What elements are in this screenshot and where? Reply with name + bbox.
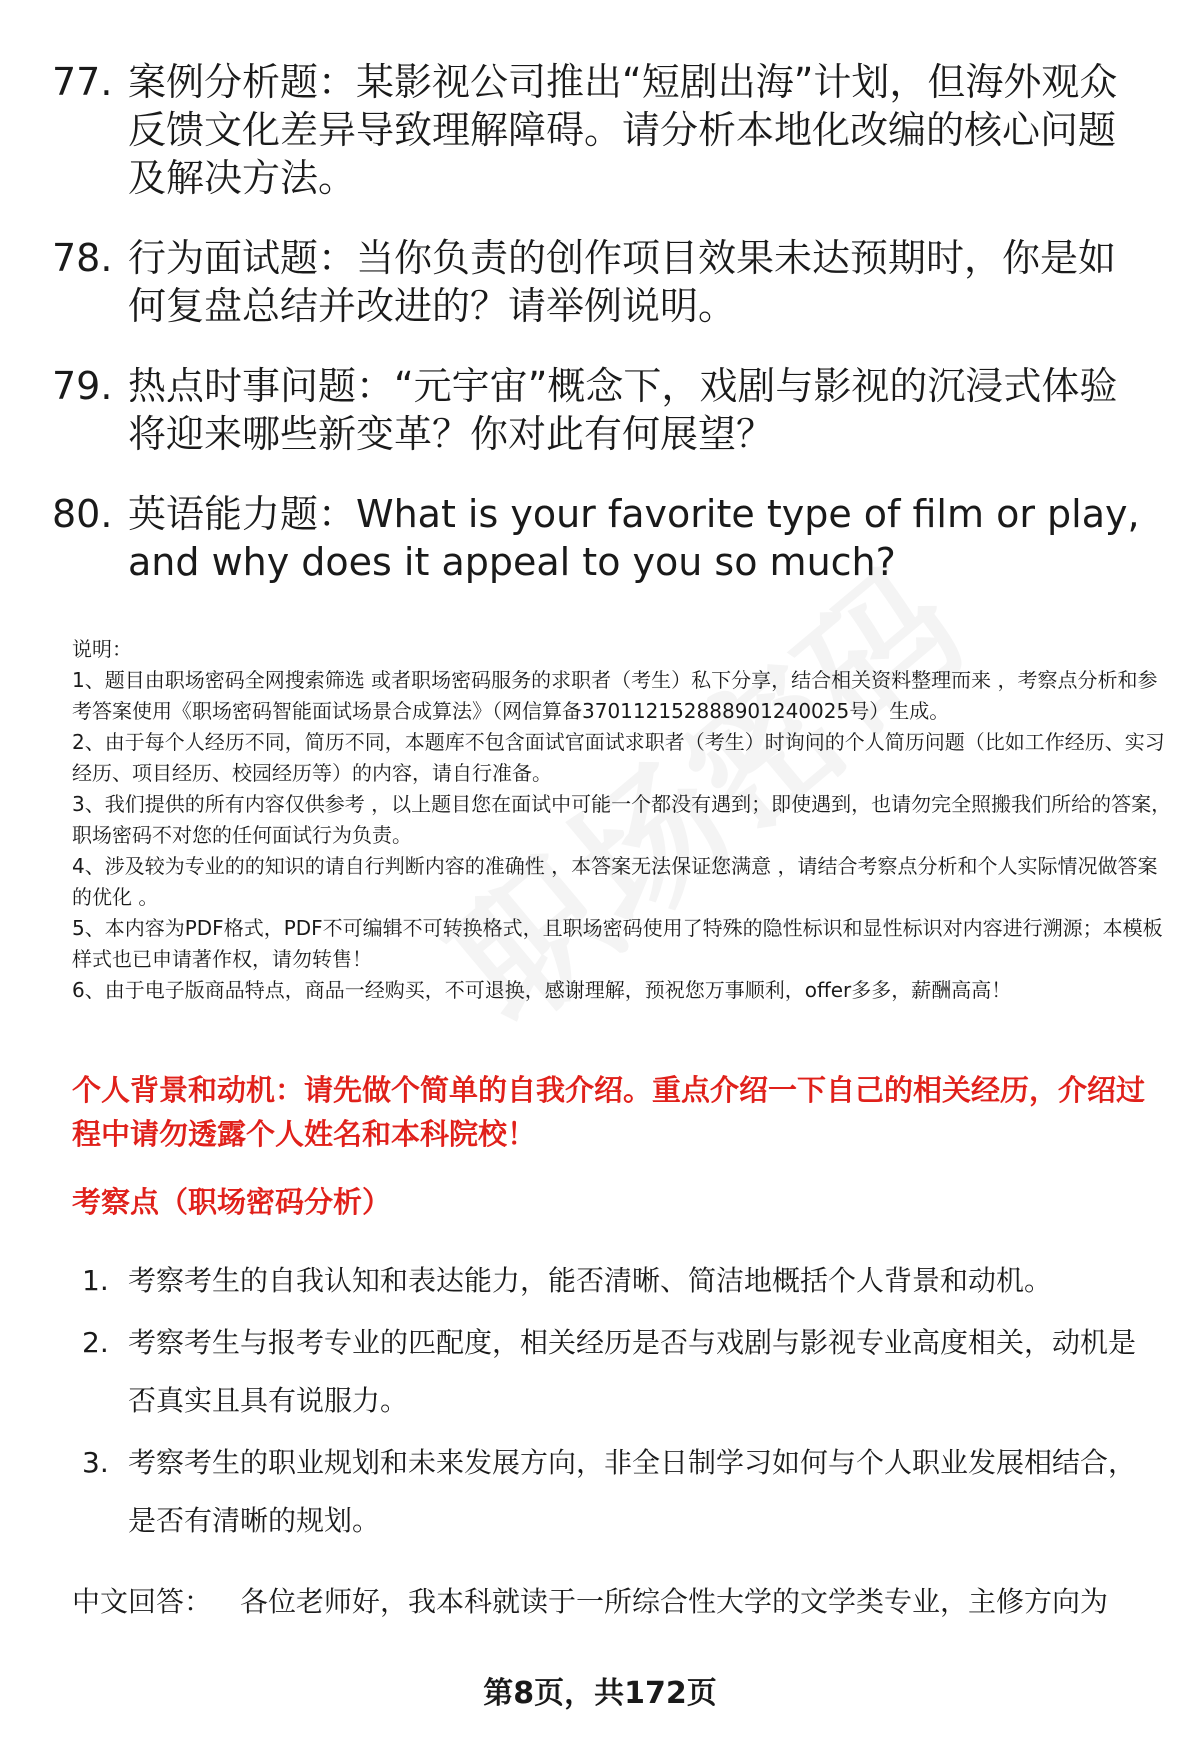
note-item: 2、由于每个人经历不同，简历不同，本题库不包含面试官面试求职者（考生）时询问的个人简历问题（比如工作经历、实习经历、项目经历、校园经历等）的内容，请自行准备。 [72,730,1165,785]
point-number: 2. [82,1326,109,1359]
point-text: 考察考生的职业规划和未来发展方向，非全日制学习如何与个人职业发展相结合，是否有清晰的规划。 [128,1446,1137,1537]
question-text: 案例分析题：某影视公司推出“短剧出海”计划，但海外观众反馈文化差异导致理解障碍。请分析本地化改编的核心问题及解决方法。 [128,60,1118,200]
question-text: 热点时事问题：“元宇宙”概念下，戏剧与影视的沉浸式体验将迎来哪些新变革？你对此有何展望？ [128,364,1118,456]
assessment-point [82,1252,1162,1310]
note-item: 3、我们提供的所有内容仅供参考 ，以上题目您在面试中可能一个都没有遇到；即使遇到，也请勿完全照搬我们所给的答案，职场密码不对您的任何面试行为负责。 [72,792,1172,847]
note-item: 5、本内容为PDF格式，PDF不可编辑不可转换格式，且职场密码使用了特殊的隐性标识和显性标识对内容进行溯源；本模板样式也已申请著作权，请勿转售！ [72,916,1163,971]
point-number: 1. [82,1264,109,1297]
question-item [52,234,1152,330]
question-number: 79. [52,364,113,408]
assessment-point [82,1314,1162,1430]
note-item: 6、由于电子版商品特点，商品一经购买，不可退换，感谢理解，预祝您万事顺利，offer多多，薪酬高高！ [72,978,1012,1002]
question-text: 行为面试题：当你负责的创作项目效果未达预期时，你是如何复盘总结并改进的？请举例说明。 [128,236,1117,328]
question-list [52,58,1152,618]
point-text: 考察考生与报考专业的匹配度，相关经历是否与戏剧与影视专业高度相关，动机是否真实且具有说服力。 [128,1326,1137,1417]
question-item [52,58,1152,202]
question-text: 英语能力题：What is your favorite type of film or play, and why does it appeal to you so much? [128,492,1140,584]
answer-paragraph [72,1580,1172,1624]
note-item: 4、涉及较为专业的的知识的请自行判断内容的准确性 ，本答案无法保证您满意 ，请结合考察点分析和个人实际情况做答案的优化 。 [72,854,1158,909]
question-item [52,362,1152,458]
section-heading: 个人背景和动机：请先做个简单的自我介绍。重点介绍一下自己的相关经历，介绍过程中请勿透露个人姓名和本科院校！ [72,1073,1146,1151]
question-item [52,490,1152,586]
section-subheading: 考察点（职场密码分析） [72,1185,392,1219]
answer-label: 中文回答： [72,1585,213,1618]
question-number: 77. [52,60,113,104]
point-number: 3. [82,1446,109,1479]
notes-title: 说明： [72,637,132,661]
point-text: 考察考生的自我认知和表达能力，能否清晰、简洁地概括个人背景和动机。 [128,1264,1053,1297]
disclaimer-notes [72,634,1172,1006]
question-number: 78. [52,236,113,280]
answer-text: 各位老师好，我本科就读于一所综合性大学的文学类专业，主修方向为 [240,1585,1109,1618]
note-item: 1、题目由职场密码全网搜索筛选 或者职场密码服务的求职者（考生）私下分享，结合相关资料整理而来 ，考察点分析和参考答案使用《职场密码智能面试场景合成算法》（网信算备370112152888901240025号）生成。 [72,668,1158,723]
assessment-points [82,1252,1162,1554]
page-footer: 第8页，共172页 [483,1676,717,1711]
assessment-point [82,1434,1162,1550]
question-number: 80. [52,492,113,536]
